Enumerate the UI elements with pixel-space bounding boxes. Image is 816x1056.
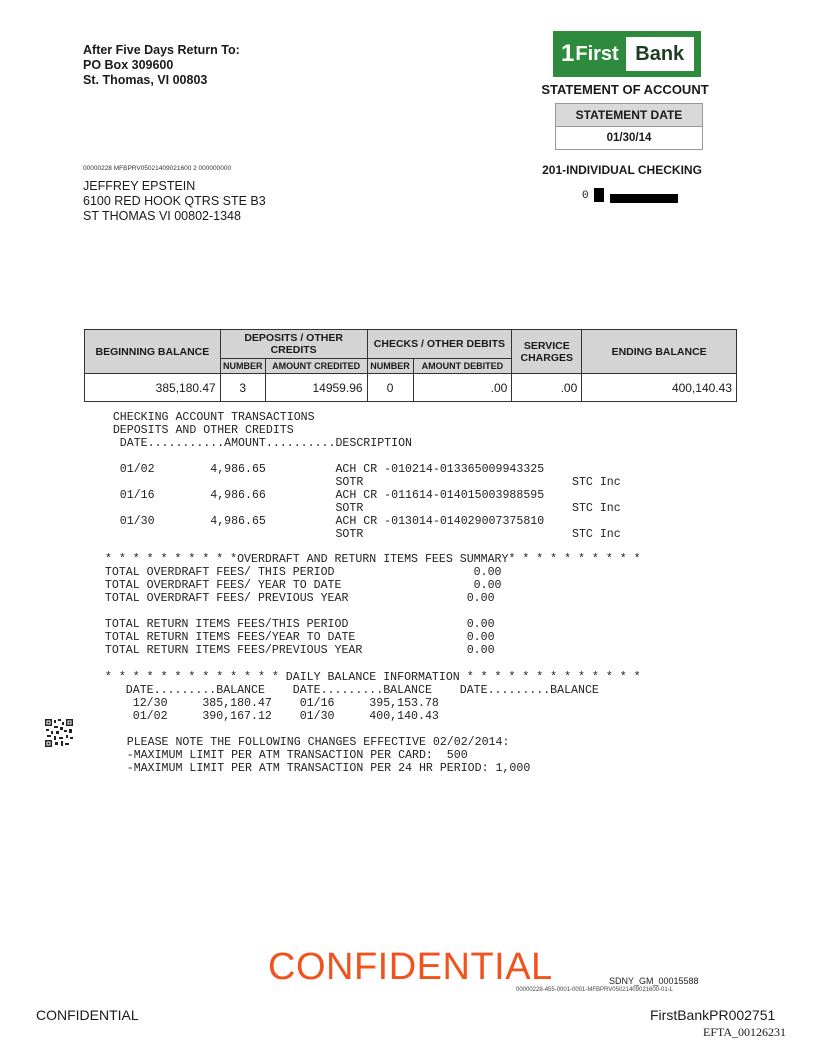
- statement-line: [91, 605, 641, 618]
- amount-credited-value: 14959.96: [265, 374, 367, 402]
- statement-line: SOTR STC Inc: [85, 502, 621, 515]
- confidential-footer: CONFIDENTIAL: [36, 1007, 139, 1023]
- customer-city: ST THOMAS VI 00802-1348: [83, 209, 241, 223]
- deposit-number-header: NUMBER: [220, 359, 265, 374]
- checks-header: CHECKS / OTHER DEBITS: [367, 330, 512, 359]
- document-code: 00000228-455-0001-0001-MFBPRV05021409021600-01-L: [516, 987, 674, 993]
- statement-line: 01/16 4,986.66 ACH CR -011614-014015003988595: [85, 489, 545, 502]
- account-type: 201-INDIVIDUAL CHECKING: [542, 163, 702, 177]
- return-address-line: After Five Days Return To:: [83, 43, 240, 57]
- statement-line: 12/30 385,180.47 01/16 395,153.78: [91, 697, 439, 710]
- account-number: 0: [582, 190, 589, 202]
- beginning-balance-header: BEGINNING BALANCE: [85, 330, 221, 374]
- statement-line: 01/02 4,986.65 ACH CR -010214-013365009943325: [85, 463, 545, 476]
- statement-date-value: 01/30/14: [606, 132, 652, 144]
- amount-debited-value: .00: [413, 374, 512, 402]
- statement-line: * * * * * * * * * *OVERDRAFT AND RETURN ITEMS FEES SUMMARY* * * * * * * * * *: [91, 553, 641, 566]
- statement-line: * * * * * * * * * * * * * DAILY BALANCE INFORMATION * * * * * * * * * * * * *: [91, 671, 641, 684]
- logo-one: 1: [561, 40, 575, 67]
- statement-line: SOTR STC Inc: [85, 528, 621, 541]
- statement-line: 01/30 4,986.65 ACH CR -013014-014029007375810: [85, 515, 545, 528]
- statement-line: -MAXIMUM LIMIT PER ATM TRANSACTION PER CARD: 500: [85, 749, 468, 762]
- notice-section: [85, 736, 530, 775]
- daily-balance-section: [91, 671, 641, 723]
- deposits-header: DEPOSITS / OTHER CREDITS: [220, 330, 367, 359]
- logo-bank: Bank: [626, 37, 694, 71]
- redaction-bar: [594, 188, 604, 202]
- statement-line: PLEASE NOTE THE FOLLOWING CHANGES EFFECTIVE 02/02/2014:: [85, 736, 510, 749]
- mailing-address: [83, 179, 266, 224]
- statement-date-box: [555, 103, 703, 150]
- statement-line: SOTR STC Inc: [85, 476, 621, 489]
- statement-line: TOTAL RETURN ITEMS FEES/YEAR TO DATE 0.00: [91, 631, 495, 644]
- amount-credited-header: AMOUNT CREDITED: [265, 359, 367, 374]
- mail-code: 00000228 MFBPRV05021409021600 2 000000000: [83, 165, 232, 172]
- qr-code: [44, 718, 74, 748]
- sdny-number: SDNY_GM_00015588: [609, 976, 699, 986]
- fees-summary-section: [91, 553, 641, 657]
- statement-line: TOTAL RETURN ITEMS FEES/THIS PERIOD 0.00: [91, 618, 495, 631]
- statement-line: [85, 450, 621, 463]
- statement-date-label: STATEMENT DATE: [556, 104, 702, 127]
- return-address: [83, 43, 240, 88]
- statement-line: DEPOSITS AND OTHER CREDITS: [85, 424, 294, 437]
- return-address-line: PO Box 309600: [83, 58, 174, 72]
- check-number-header: NUMBER: [367, 359, 413, 374]
- firstbank-logo: [553, 31, 701, 77]
- bates-number: FirstBankPR002751: [650, 1007, 776, 1023]
- service-charges-value: .00: [512, 374, 582, 402]
- statement-line: CHECKING ACCOUNT TRANSACTIONS: [85, 411, 315, 424]
- customer-street: 6100 RED HOOK QTRS STE B3: [83, 194, 266, 208]
- statement-line: TOTAL OVERDRAFT FEES/ YEAR TO DATE 0.00: [91, 579, 502, 592]
- confidential-stamp: CONFIDENTIAL: [268, 946, 553, 988]
- statement-line: -MAXIMUM LIMIT PER ATM TRANSACTION PER 24 HR PERIOD: 1,000: [85, 762, 531, 775]
- ending-balance-value: 400,140.43: [582, 374, 737, 402]
- beginning-balance-value: 385,180.47: [85, 374, 221, 402]
- logo-first: First: [575, 42, 619, 65]
- statement-line: DATE...........AMOUNT..........DESCRIPTION: [85, 437, 412, 450]
- statement-line: 01/02 390,167.12 01/30 400,140.43: [91, 710, 439, 723]
- statement-line: TOTAL RETURN ITEMS FEES/PREVIOUS YEAR 0.00: [91, 644, 495, 657]
- check-count: 0: [367, 374, 413, 402]
- service-charges-header: SERVICE CHARGES: [512, 330, 582, 374]
- ending-balance-header: ENDING BALANCE: [582, 330, 737, 374]
- statement-title: STATEMENT OF ACCOUNT: [541, 82, 709, 97]
- return-address-line: St. Thomas, VI 00803: [83, 73, 208, 87]
- account-summary-table: [84, 329, 737, 402]
- statement-line: TOTAL OVERDRAFT FEES/ THIS PERIOD 0.00: [91, 566, 502, 579]
- statement-line: TOTAL OVERDRAFT FEES/ PREVIOUS YEAR 0.00: [91, 592, 495, 605]
- customer-name: JEFFREY EPSTEIN: [83, 179, 196, 193]
- redaction-bar: [610, 194, 678, 203]
- deposit-count: 3: [220, 374, 265, 402]
- transactions-section: [85, 411, 621, 541]
- amount-debited-header: AMOUNT DEBITED: [413, 359, 512, 374]
- efta-number: EFTA_00126231: [703, 1025, 787, 1039]
- statement-line: DATE.........BALANCE DATE.........BALANCE DATE.........BALANCE: [91, 684, 599, 697]
